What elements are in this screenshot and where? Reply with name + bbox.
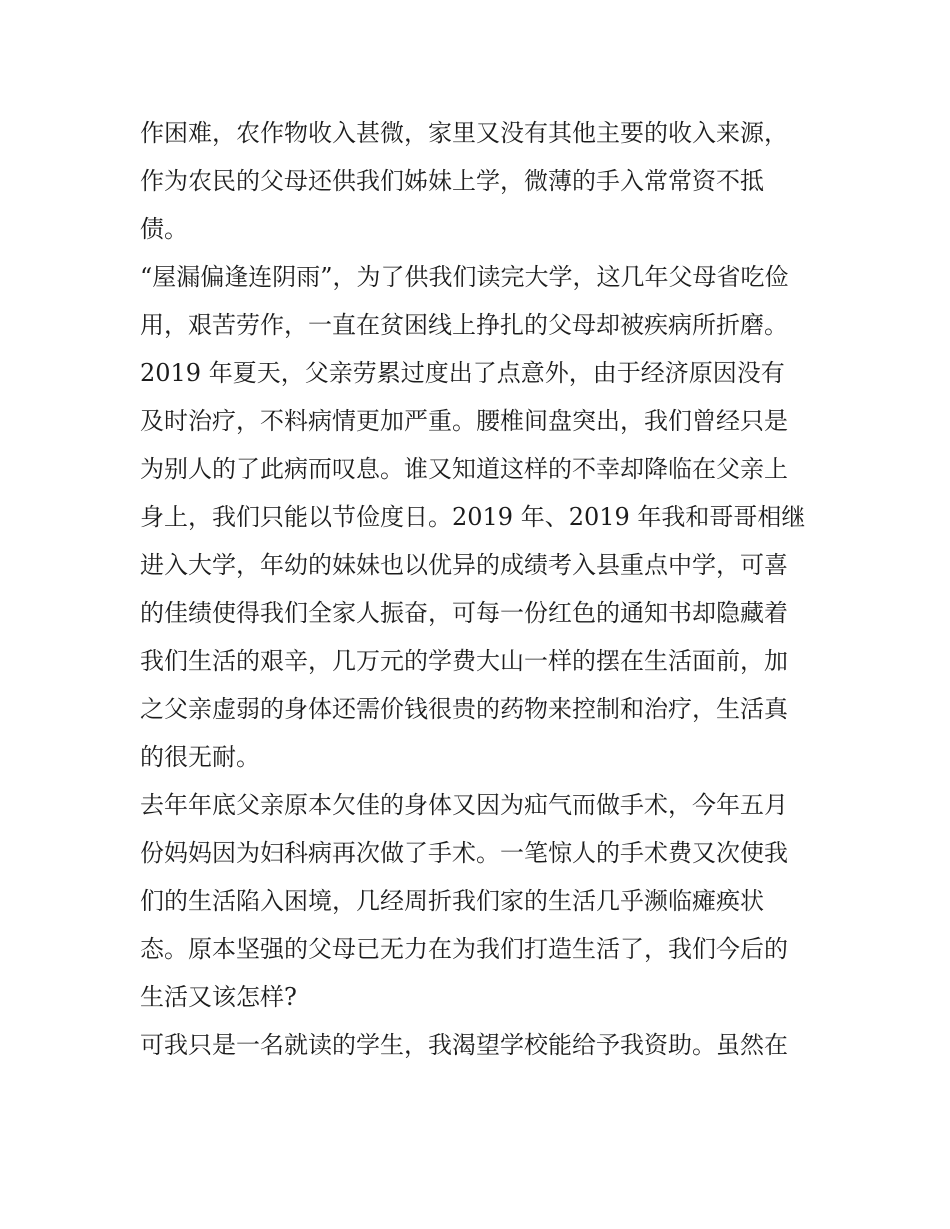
text-line: “屋漏偏逢连阴雨”，为了供我们读完大学，这几年父母省吃俭 xyxy=(140,263,789,291)
text-line: 的很无耐。 xyxy=(140,743,260,771)
text-line: 去年年底父亲原本欠佳的身体又因为疝气而做手术，今年五月 xyxy=(140,791,788,819)
document-body xyxy=(140,109,820,1069)
text-line: 进入大学，年幼的妹妹也以优异的成绩考入县重点中学，可喜 xyxy=(140,551,788,579)
text-line: 态。原本坚强的父母已无力在为我们打造生活了，我们今后的 xyxy=(140,935,788,963)
text-line: 们的生活陷入困境，几经周折我们家的生活几乎濒临瘫痪状 xyxy=(140,887,764,915)
text-line: 可我只是一名就读的学生，我渴望学校能给予我资助。虽然在 xyxy=(140,1031,788,1059)
text-line: 债。 xyxy=(140,215,188,243)
text-line: 我们生活的艰辛，几万元的学费大山一样的摆在生活面前，加 xyxy=(140,647,788,675)
text-line: 为别人的了此病而叹息。谁又知道这样的不幸却降临在父亲上 xyxy=(140,455,788,483)
text-line: 份妈妈因为妇科病再次做了手术。一笔惊人的手术费又次使我 xyxy=(140,839,788,867)
text-line: 作为农民的父母还供我们姊妹上学，微薄的手入常常资不抵 xyxy=(140,167,764,195)
text-line: 的佳绩使得我们全家人振奋，可每一份红色的通知书却隐藏着 xyxy=(140,599,788,627)
text-line: 之父亲虚弱的身体还需价钱很贵的药物来控制和治疗，生活真 xyxy=(140,695,788,723)
text-line: 身上，我们只能以节俭度日。2019 年、2019 年我和哥哥相继 xyxy=(140,503,806,531)
text-line: 作困难，农作物收入甚微，家里又没有其他主要的收入来源， xyxy=(140,119,788,147)
text-line: 2019 年夏天，父亲劳累过度出了点意外，由于经济原因没有 xyxy=(140,359,785,387)
text-line: 生活又该怎样? xyxy=(140,983,297,1011)
text-line: 及时治疗，不料病情更加严重。腰椎间盘突出，我们曾经只是 xyxy=(140,407,788,435)
text-line: 用，艰苦劳作，一直在贫困线上挣扎的父母却被疾病所折磨。 xyxy=(140,311,788,339)
